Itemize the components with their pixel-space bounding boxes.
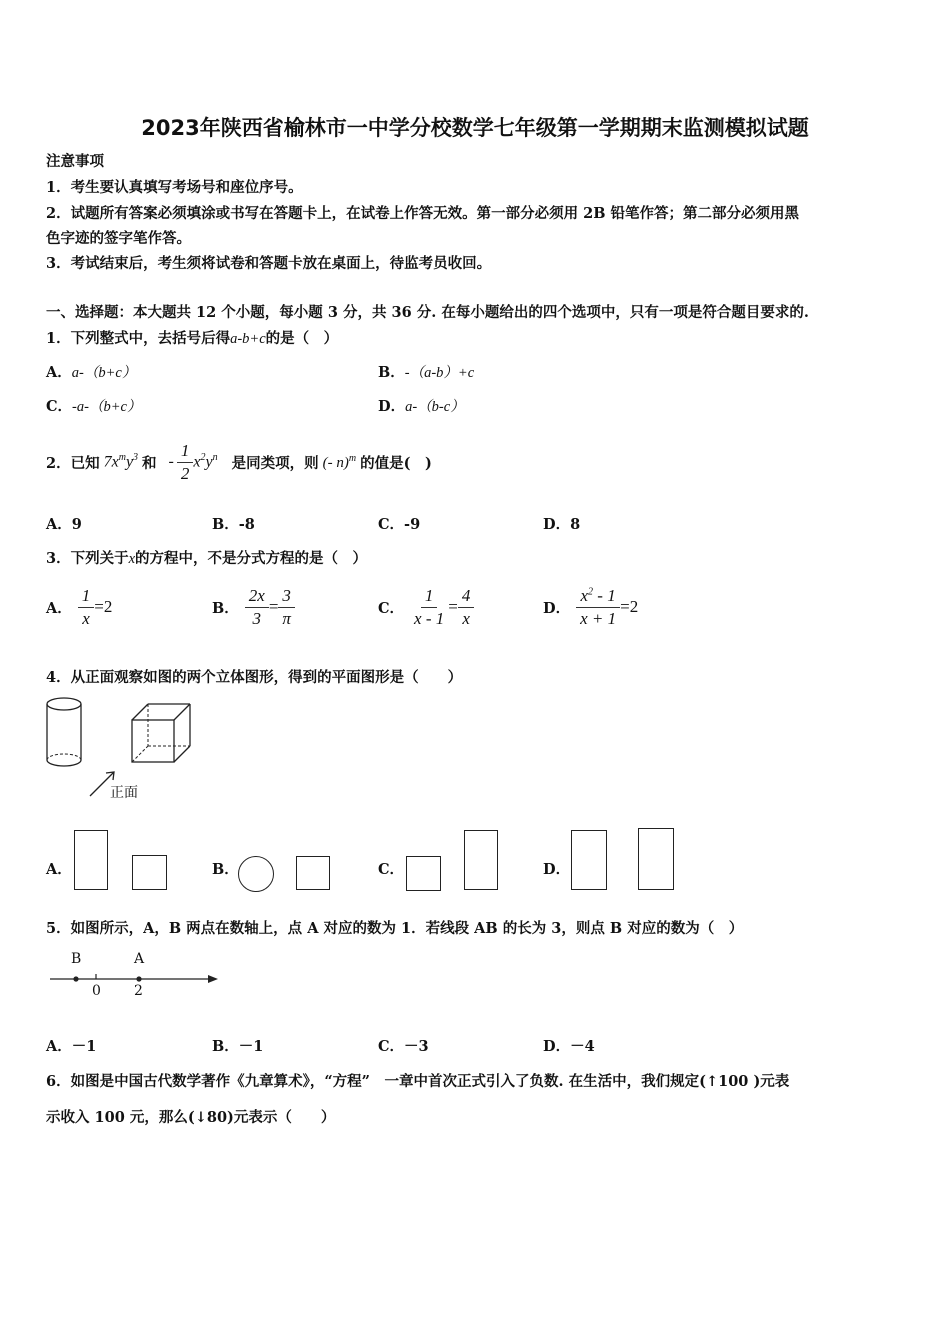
question-3-stem: 3．下列关于x的方程中，不是分式方程的是（ ） bbox=[46, 550, 368, 567]
q2-option-c[interactable]: C．-9 bbox=[378, 516, 421, 533]
q1-expression: a-b+c bbox=[230, 331, 266, 347]
question-5-stem: 5．如图所示，A，B 两点在数轴上，点 A 对应的数为 1．若线段 AB 的长为 3，则点 B 对应的数为（ ） bbox=[46, 920, 744, 937]
q3-option-d[interactable]: D． $\frac{x^2 - 1}{x + 1}$ =2 bbox=[543, 585, 639, 628]
q1-option-c[interactable]: C．-a-（b+c） bbox=[46, 398, 142, 415]
q5-option-b[interactable]: B．－1 bbox=[212, 1038, 264, 1055]
q4-option-b[interactable]: B． bbox=[212, 861, 239, 878]
q3-option-a[interactable]: A． $\frac{1}{x}$ =2 bbox=[46, 585, 113, 628]
q1-option-d[interactable]: D．a-（b-c） bbox=[378, 398, 465, 415]
q2-term2: $x^2y^n$ bbox=[193, 452, 218, 471]
q2-option-a[interactable]: A．9 bbox=[46, 516, 82, 533]
q1-option-a[interactable]: A．a-（b+c） bbox=[46, 364, 137, 381]
notice-item: 2．试题所有答案必须填涂或书写在答题卡上，在试卷上作答无效。第一部分必须用 2B 铅笔作答；第二部分必须用黑 bbox=[46, 205, 800, 222]
question-6-line-1: 6．如图是中国古代数学著作《九章算术》，“方程” 一章中首次正式引入了负数. 在生活中，我们规定(↑100 )元表 bbox=[46, 1073, 790, 1090]
q4-option-d[interactable]: D． bbox=[543, 861, 571, 878]
notice-item: 色字迹的签字笔作答。 bbox=[46, 230, 191, 247]
q2-option-b[interactable]: B．-8 bbox=[212, 516, 255, 533]
q2-expression: (- n)$^m$ bbox=[322, 452, 357, 471]
q5-tick-0: 0 bbox=[92, 983, 101, 999]
question-1-stem: 1．下列整式中，去括号后得a-b+c的是（ ） bbox=[46, 330, 339, 347]
question-4-stem: 4．从正面观察如图的两个立体图形，得到的平面图形是（ ） bbox=[46, 669, 463, 686]
q2-term1: $7x^my^3$ bbox=[103, 452, 139, 471]
q5-option-a[interactable]: A．－1 bbox=[46, 1038, 97, 1055]
q4-c-rectangle bbox=[464, 830, 498, 890]
q3-option-c[interactable]: C． $\frac{1}{x - 1}$ = $\frac{4}{x}$ bbox=[378, 582, 474, 632]
q4-a-rectangle bbox=[74, 830, 108, 890]
q4-a-square bbox=[132, 855, 167, 890]
notice-item: 1．考生要认真填写考场号和座位序号。 bbox=[46, 179, 303, 196]
q5-label-a: A bbox=[134, 951, 145, 967]
q4-b-square bbox=[296, 856, 330, 890]
q5-tick-2: 2 bbox=[134, 983, 143, 999]
question-2-stem: 2．已知 $7x^my^3$ 和 - $\frac{1}{2}$ $x^2y^n$ 是同类项，则 (- n)$^m$ 的值是( ) bbox=[46, 440, 432, 483]
q5-option-d[interactable]: D．－4 bbox=[543, 1038, 595, 1055]
q1-option-b[interactable]: B．-（a-b）+c bbox=[378, 364, 475, 381]
q4-d-rectangle-2 bbox=[638, 828, 674, 890]
section-heading: 一、选择题：本大题共 12 个小题，每小题 3 分，共 36 分. 在每小题给出的四个选项中，只有一项是符合题目要求的. bbox=[46, 304, 809, 321]
q5-option-c[interactable]: C．－3 bbox=[378, 1038, 429, 1055]
q4-b-circle bbox=[238, 856, 274, 892]
page-title: 2023年陕西省榆林市一中学分校数学七年级第一学期期末监测模拟试题 bbox=[141, 116, 809, 140]
q3-option-b[interactable]: B． $\frac{2x}{3}$ = $\frac{3}{\pi}$ bbox=[212, 582, 295, 632]
q4-option-c[interactable]: C． bbox=[378, 861, 405, 878]
q4-option-a[interactable]: A． bbox=[46, 861, 72, 878]
q2-fraction: $\frac{1}{2}$ bbox=[177, 441, 194, 483]
q4-d-rectangle-1 bbox=[571, 830, 607, 890]
notice-item: 3．考试结束后，考生须将试卷和答题卡放在桌面上，待监考员收回。 bbox=[46, 255, 492, 272]
q5-label-b: B bbox=[71, 951, 82, 967]
notice-heading: 注意事项 bbox=[46, 153, 104, 170]
q2-option-d[interactable]: D．8 bbox=[543, 516, 581, 533]
q4-front-label: 正面 bbox=[110, 785, 138, 801]
q4-c-square bbox=[406, 856, 441, 891]
question-6-line-2: 示收入 100 元，那么(↓80)元表示（ ） bbox=[46, 1109, 336, 1126]
